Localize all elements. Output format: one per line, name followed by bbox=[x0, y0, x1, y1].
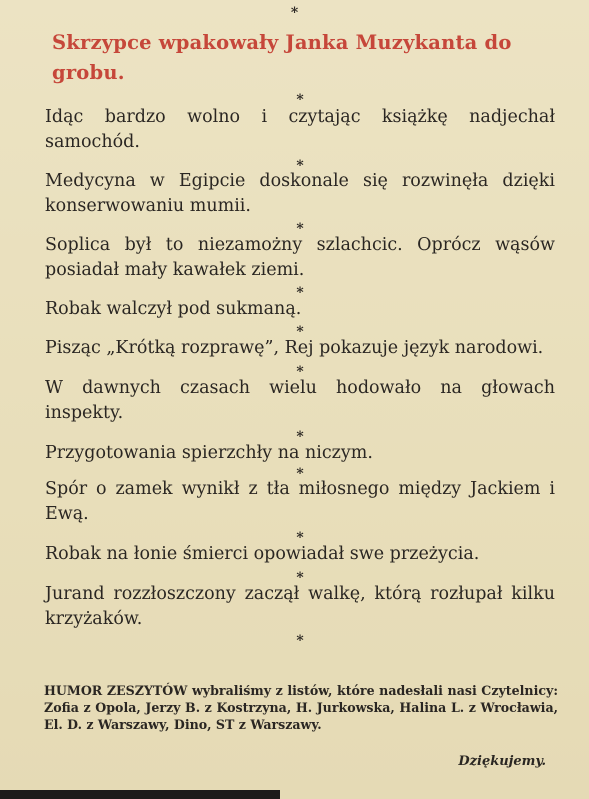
separator-star: * bbox=[296, 570, 304, 586]
list-item: Jurand rozzłoszczony zaczął walkę, którą rozłupał kilku krzyżaków. bbox=[45, 584, 555, 629]
separator-star: * bbox=[296, 285, 304, 301]
separator-star: * bbox=[296, 530, 304, 546]
bottom-rule bbox=[0, 790, 280, 799]
credits-note: HUMOR ZESZYTÓW wybraliśmy z listów, które nadesłali nasi Czytelnicy: Zofia z Opola, Jerzy B. z Kostrzyna, H. Jurkowska, Halina L. z Wrocławia, El. D. z Warszawy, Dino, ST z Warszawy. bbox=[44, 683, 558, 732]
list-item: Robak walczył pod sukmaną. bbox=[45, 299, 302, 319]
list-item: Soplica był to niezamożny szlachcic. Oprócz wąsów posiadał mały kawałek ziemi. bbox=[45, 235, 555, 280]
list-item: Przygotowania spierzchły na niczym. bbox=[45, 443, 373, 463]
thanks-signature: Dziękujemy. bbox=[458, 754, 546, 769]
humor-list bbox=[45, 93, 555, 648]
separator-star: * bbox=[290, 5, 299, 21]
list-item: W dawnych czasach wielu hodowało na głowach inspekty. bbox=[45, 378, 555, 423]
separator-star: * bbox=[296, 364, 304, 380]
separator-star: * bbox=[296, 221, 304, 237]
list-item: Idąc bardzo wolno i czytając książkę nadjechał samochód. bbox=[45, 107, 555, 152]
list-item: Pisząc „Krótką rozprawę”, Rej pokazuje język narodowi. bbox=[45, 338, 544, 358]
list-item: Robak na łonie śmierci opowiadał swe przeżycia. bbox=[45, 544, 480, 564]
separator-star: * bbox=[296, 466, 304, 482]
list-item: Medycyna w Egipcie doskonale się rozwinęła dzięki konserwowaniu mumii. bbox=[45, 171, 555, 216]
separator-star: * bbox=[296, 158, 304, 174]
separator-star: * bbox=[296, 633, 304, 649]
article-title: Skrzypce wpakowały Janka Muzykanta do grobu. bbox=[52, 31, 512, 84]
separator-star: * bbox=[296, 324, 304, 340]
separator-star: * bbox=[296, 429, 304, 445]
list-item: Spór o zamek wynikł z tła miłosnego między Jackiem i Ewą. bbox=[45, 479, 555, 524]
separator-star: * bbox=[296, 92, 304, 108]
